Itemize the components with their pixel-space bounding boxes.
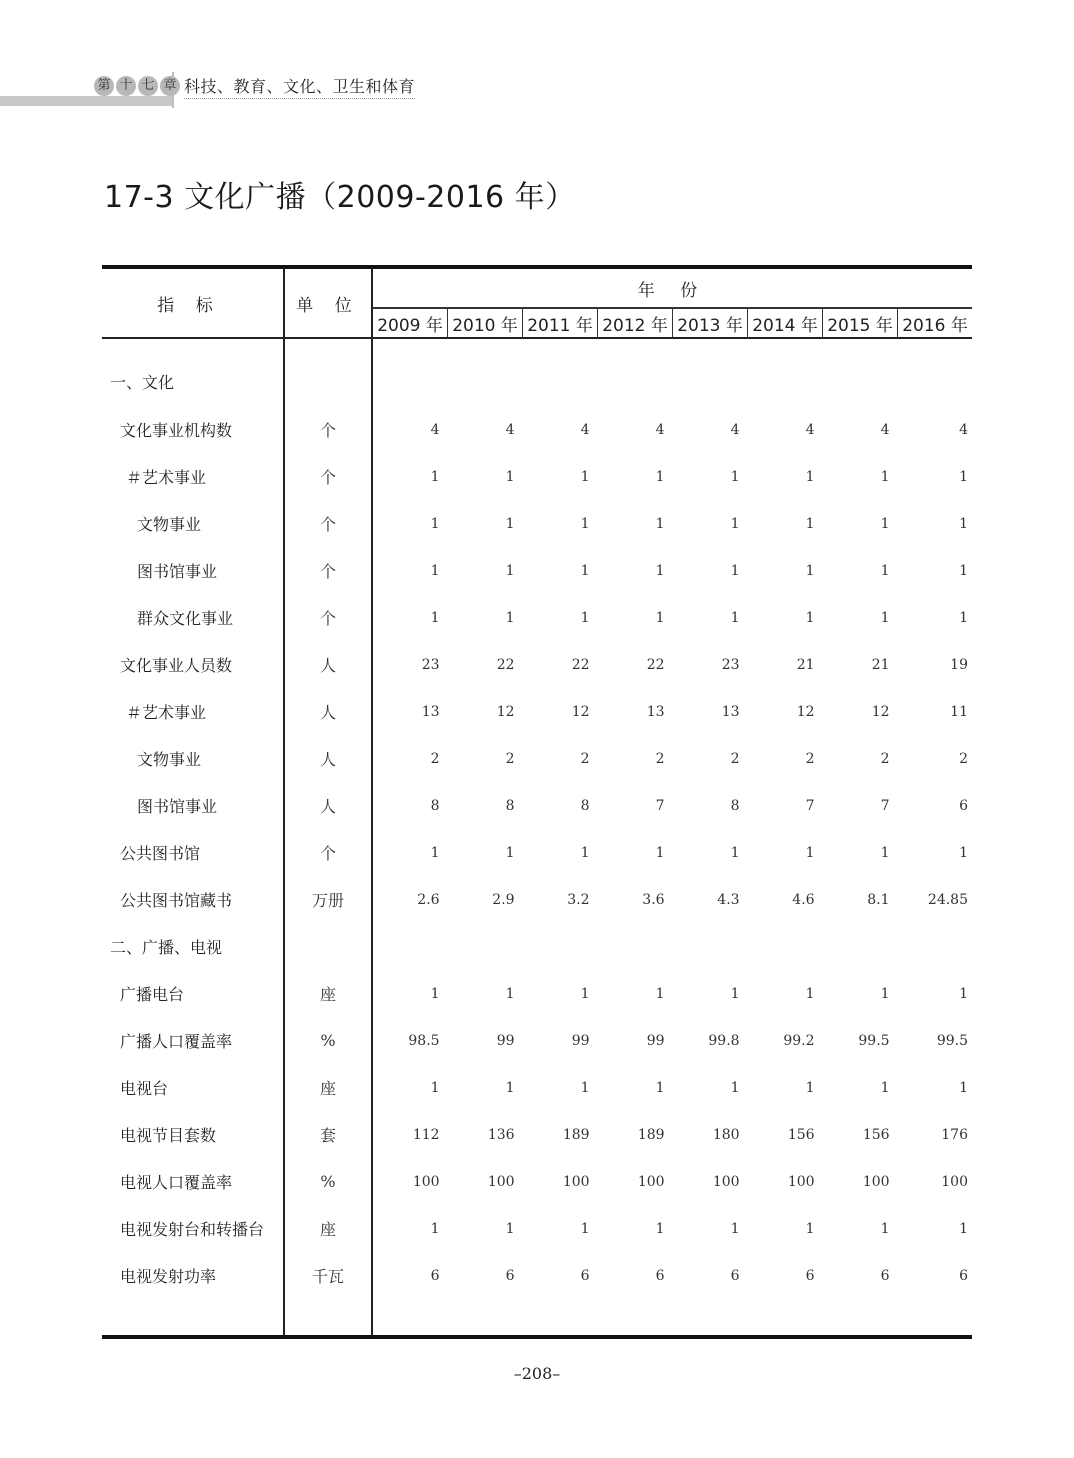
indicator-label: 文物事业 <box>137 750 202 769</box>
table-row <box>102 641 972 688</box>
value-cell: 1 <box>880 985 890 1002</box>
value-cell <box>598 338 673 406</box>
value-cell: 1 <box>580 844 590 861</box>
chapter-banner-bar <box>0 96 172 106</box>
table-row <box>102 547 972 594</box>
table-row <box>102 338 972 406</box>
value-cell: 1 <box>430 562 440 579</box>
value-cell: 13 <box>646 703 665 720</box>
value-cell: 100 <box>862 1173 890 1190</box>
indicator-label: ＃艺术事业 <box>126 703 207 722</box>
value-cell: 1 <box>580 468 590 485</box>
unit-cell: 个 <box>284 500 372 547</box>
value-cell: 8 <box>580 797 590 814</box>
indicator-label: 文物事业 <box>137 515 202 534</box>
value-cell: 1 <box>805 609 815 626</box>
value-cell <box>898 923 972 970</box>
value-cell: 156 <box>862 1126 890 1143</box>
unit-cell: 个 <box>284 547 372 594</box>
table-row <box>102 735 972 782</box>
value-cell: 2.6 <box>417 891 440 908</box>
value-cell: 8 <box>430 797 440 814</box>
header-year: 2014 年 <box>748 308 823 338</box>
value-cell: 1 <box>730 609 740 626</box>
table-row <box>102 688 972 735</box>
value-cell: 19 <box>950 656 968 673</box>
value-cell: 1 <box>580 1220 590 1237</box>
header-year: 2013 年 <box>673 308 748 338</box>
spacer-cell <box>748 1299 823 1337</box>
indicator-label: 电视节目套数 <box>120 1126 217 1145</box>
spacer-cell <box>673 1299 748 1337</box>
value-cell: 1 <box>580 985 590 1002</box>
value-cell: 1 <box>959 1079 968 1096</box>
section-heading: 一、文化 <box>110 373 175 392</box>
value-cell: 136 <box>487 1126 515 1143</box>
value-cell: 1 <box>655 562 665 579</box>
value-cell: 100 <box>712 1173 740 1190</box>
value-cell: 100 <box>412 1173 440 1190</box>
value-cell: 189 <box>637 1126 665 1143</box>
indicator-label: 电视发射功率 <box>120 1267 217 1286</box>
indicator-label: 文化事业人员数 <box>120 656 233 675</box>
indicator-label: 文化事业机构数 <box>120 421 233 440</box>
value-cell: 6 <box>655 1267 665 1284</box>
value-cell: 13 <box>421 703 440 720</box>
header-year: 2016 年 <box>898 308 972 338</box>
page-title: 17-3 文化广播（2009-2016 年） <box>104 180 576 215</box>
value-cell: 1 <box>730 562 740 579</box>
value-cell: 6 <box>730 1267 740 1284</box>
table-row <box>102 970 972 1017</box>
value-cell: 8 <box>730 797 740 814</box>
value-cell: 100 <box>487 1173 515 1190</box>
table-row <box>102 876 972 923</box>
table-row <box>102 1158 972 1205</box>
value-cell: 1 <box>880 1079 890 1096</box>
value-cell: 156 <box>787 1126 815 1143</box>
header-year: 2012 年 <box>598 308 673 338</box>
value-cell: 8 <box>505 797 515 814</box>
indicator-label: 电视发射台和转播台 <box>120 1220 265 1239</box>
value-cell: 1 <box>730 468 740 485</box>
spacer-cell <box>102 1299 284 1337</box>
value-cell: 4 <box>880 421 890 438</box>
value-cell: 100 <box>637 1173 665 1190</box>
value-cell: 12 <box>871 703 890 720</box>
value-cell: 1 <box>430 468 440 485</box>
value-cell <box>898 338 972 406</box>
value-cell: 1 <box>805 844 815 861</box>
spacer-cell <box>523 1299 598 1337</box>
value-cell: 2 <box>805 750 815 767</box>
value-cell: 1 <box>655 985 665 1002</box>
value-cell: 1 <box>580 562 590 579</box>
value-cell: 1 <box>430 1220 440 1237</box>
value-cell: 1 <box>880 844 890 861</box>
value-cell <box>372 923 448 970</box>
value-cell: 1 <box>959 844 968 861</box>
table-row <box>102 500 972 547</box>
value-cell: 1 <box>580 609 590 626</box>
unit-cell: 千瓦 <box>284 1252 372 1299</box>
table-body <box>102 338 972 1337</box>
value-cell <box>748 923 823 970</box>
value-cell: 99 <box>496 1032 515 1049</box>
spacer-cell <box>598 1299 673 1337</box>
value-cell: 1 <box>730 985 740 1002</box>
value-cell: 2 <box>655 750 665 767</box>
value-cell: 3.2 <box>567 891 590 908</box>
value-cell: 1 <box>430 1079 440 1096</box>
unit-cell: 个 <box>284 594 372 641</box>
value-cell: 1 <box>959 468 968 485</box>
table-row <box>102 782 972 829</box>
value-cell: 2 <box>505 750 515 767</box>
value-cell: 22 <box>646 656 665 673</box>
unit-cell: 套 <box>284 1111 372 1158</box>
header-year: 2011 年 <box>523 308 598 338</box>
value-cell: 1 <box>505 609 515 626</box>
header-year: 2015 年 <box>823 308 898 338</box>
value-cell: 1 <box>880 609 890 626</box>
unit-cell: 个 <box>284 453 372 500</box>
table-row <box>102 1064 972 1111</box>
unit-cell: 人 <box>284 735 372 782</box>
table-row <box>102 1205 972 1252</box>
spacer-cell <box>284 1299 372 1337</box>
indicator-label: 公共图书馆藏书 <box>120 891 233 910</box>
value-cell: 22 <box>571 656 590 673</box>
indicator-label: 群众文化事业 <box>137 609 234 628</box>
value-cell: 1 <box>805 562 815 579</box>
value-cell: 1 <box>655 468 665 485</box>
value-cell <box>673 338 748 406</box>
value-cell: 1 <box>880 562 890 579</box>
value-cell: 1 <box>805 515 815 532</box>
table-row <box>102 453 972 500</box>
unit-cell: 人 <box>284 688 372 735</box>
value-cell: 99 <box>571 1032 590 1049</box>
value-cell: 21 <box>871 656 890 673</box>
value-cell <box>748 338 823 406</box>
value-cell: 2 <box>730 750 740 767</box>
value-cell <box>523 338 598 406</box>
unit-cell: % <box>284 1017 372 1064</box>
value-cell <box>448 338 523 406</box>
value-cell: 12 <box>796 703 815 720</box>
value-cell: 6 <box>959 797 968 814</box>
indicator-label: 图书馆事业 <box>137 562 218 581</box>
value-cell: 23 <box>421 656 440 673</box>
value-cell: 100 <box>562 1173 590 1190</box>
value-cell <box>448 923 523 970</box>
value-cell: 99.8 <box>708 1032 740 1049</box>
value-cell: 1 <box>505 562 515 579</box>
header-indicator: 指 标 <box>102 267 284 338</box>
value-cell: 1 <box>730 1220 740 1237</box>
unit-cell <box>284 923 372 970</box>
unit-cell: 人 <box>284 641 372 688</box>
value-cell: 4 <box>580 421 590 438</box>
value-cell: 1 <box>430 515 440 532</box>
value-cell: 1 <box>805 1220 815 1237</box>
header-year: 2010 年 <box>448 308 523 338</box>
value-cell: 100 <box>787 1173 815 1190</box>
table-row <box>102 1017 972 1064</box>
value-cell: 1 <box>959 985 968 1002</box>
value-cell: 4.3 <box>717 891 740 908</box>
value-cell: 1 <box>580 1079 590 1096</box>
value-cell: 1 <box>505 515 515 532</box>
value-cell: 1 <box>730 1079 740 1096</box>
value-cell: 2.9 <box>492 891 515 908</box>
unit-cell <box>284 338 372 406</box>
statistics-table <box>102 265 972 1339</box>
indicator-label: 电视人口覆盖率 <box>120 1173 233 1192</box>
value-cell: 1 <box>505 985 515 1002</box>
value-cell: 1 <box>505 844 515 861</box>
header-year: 2009 年 <box>372 308 448 338</box>
unit-cell: 座 <box>284 970 372 1017</box>
spacer-cell <box>372 1299 448 1337</box>
value-cell: 6 <box>805 1267 815 1284</box>
value-cell <box>673 923 748 970</box>
value-cell: 1 <box>655 1220 665 1237</box>
chapter-badge: 章 <box>160 76 180 96</box>
spacer-cell <box>823 1299 898 1337</box>
spacer-cell <box>448 1299 523 1337</box>
section-heading: 二、广播、电视 <box>110 938 223 957</box>
value-cell: 1 <box>655 515 665 532</box>
value-cell: 24.85 <box>927 891 968 908</box>
value-cell: 100 <box>941 1173 968 1190</box>
table-row <box>102 923 972 970</box>
spacer-cell <box>898 1299 972 1337</box>
value-cell: 1 <box>730 515 740 532</box>
value-cell: 1 <box>959 609 968 626</box>
value-cell: 1 <box>805 985 815 1002</box>
header-unit: 单 位 <box>284 267 372 338</box>
unit-cell: 个 <box>284 406 372 453</box>
value-cell: 99.2 <box>783 1032 815 1049</box>
value-cell: 7 <box>880 797 890 814</box>
value-cell: 98.5 <box>408 1032 440 1049</box>
value-cell: 1 <box>730 844 740 861</box>
value-cell: 99.5 <box>936 1032 968 1049</box>
value-cell: 2 <box>880 750 890 767</box>
unit-cell: 座 <box>284 1064 372 1111</box>
value-cell: 4.6 <box>792 891 815 908</box>
value-cell: 1 <box>959 1220 968 1237</box>
value-cell: 1 <box>430 844 440 861</box>
value-cell: 23 <box>721 656 740 673</box>
indicator-label: 公共图书馆 <box>120 844 201 863</box>
value-cell: 99 <box>646 1032 665 1049</box>
value-cell: 1 <box>880 515 890 532</box>
value-cell: 1 <box>430 985 440 1002</box>
value-cell: 1 <box>655 1079 665 1096</box>
unit-cell: 万册 <box>284 876 372 923</box>
table-row <box>102 594 972 641</box>
table-row <box>102 829 972 876</box>
chapter-title: 科技、教育、文化、卫生和体育 <box>184 74 415 99</box>
value-cell: 4 <box>505 421 515 438</box>
value-cell: 112 <box>412 1126 440 1143</box>
value-cell: 12 <box>571 703 590 720</box>
value-cell: 1 <box>805 1079 815 1096</box>
indicator-label: 广播电台 <box>120 985 185 1004</box>
value-cell: 2 <box>959 750 968 767</box>
value-cell: 1 <box>805 468 815 485</box>
value-cell: 3.6 <box>642 891 665 908</box>
value-cell: 1 <box>505 1079 515 1096</box>
value-cell: 21 <box>796 656 815 673</box>
value-cell: 6 <box>430 1267 440 1284</box>
value-cell: 6 <box>880 1267 890 1284</box>
table-row <box>102 1252 972 1299</box>
table-row <box>102 406 972 453</box>
value-cell <box>598 923 673 970</box>
value-cell: 4 <box>430 421 440 438</box>
value-cell: 6 <box>505 1267 515 1284</box>
value-cell: 180 <box>712 1126 740 1143</box>
value-cell: 22 <box>496 656 515 673</box>
table-row <box>102 1111 972 1158</box>
value-cell: 1 <box>430 609 440 626</box>
value-cell: 2 <box>580 750 590 767</box>
value-cell: 4 <box>655 421 665 438</box>
table-bottom-rule <box>102 1299 972 1337</box>
value-cell: 99.5 <box>858 1032 890 1049</box>
value-cell: 1 <box>505 468 515 485</box>
value-cell: 189 <box>562 1126 590 1143</box>
unit-cell: % <box>284 1158 372 1205</box>
header-years-group: 年 份 <box>372 267 972 308</box>
value-cell: 12 <box>496 703 515 720</box>
value-cell: 4 <box>959 421 968 438</box>
indicator-label: 电视台 <box>120 1079 169 1098</box>
value-cell: 6 <box>580 1267 590 1284</box>
value-cell: 1 <box>580 515 590 532</box>
value-cell: 1 <box>655 844 665 861</box>
value-cell <box>523 923 598 970</box>
chapter-label <box>94 76 180 96</box>
value-cell: 7 <box>655 797 665 814</box>
value-cell: 1 <box>959 562 968 579</box>
value-cell: 4 <box>805 421 815 438</box>
value-cell: 8.1 <box>867 891 890 908</box>
value-cell: 7 <box>805 797 815 814</box>
value-cell: 4 <box>730 421 740 438</box>
value-cell: 176 <box>941 1126 968 1143</box>
indicator-label: 广播人口覆盖率 <box>120 1032 233 1051</box>
value-cell: 11 <box>950 703 968 720</box>
indicator-label: 图书馆事业 <box>137 797 218 816</box>
chapter-badge: 七 <box>138 76 158 96</box>
value-cell: 1 <box>880 1220 890 1237</box>
value-cell <box>823 338 898 406</box>
unit-cell: 个 <box>284 829 372 876</box>
value-cell: 2 <box>430 750 440 767</box>
value-cell: 1 <box>880 468 890 485</box>
value-cell: 6 <box>959 1267 968 1284</box>
value-cell: 1 <box>959 515 968 532</box>
value-cell <box>823 923 898 970</box>
unit-cell: 人 <box>284 782 372 829</box>
indicator-label: ＃艺术事业 <box>126 468 207 487</box>
value-cell: 1 <box>505 1220 515 1237</box>
value-cell <box>372 338 448 406</box>
chapter-badge: 第 <box>94 76 114 96</box>
page-number: –208– <box>513 1364 561 1383</box>
unit-cell: 座 <box>284 1205 372 1252</box>
chapter-badge: 十 <box>116 76 136 96</box>
value-cell: 1 <box>655 609 665 626</box>
value-cell: 13 <box>721 703 740 720</box>
